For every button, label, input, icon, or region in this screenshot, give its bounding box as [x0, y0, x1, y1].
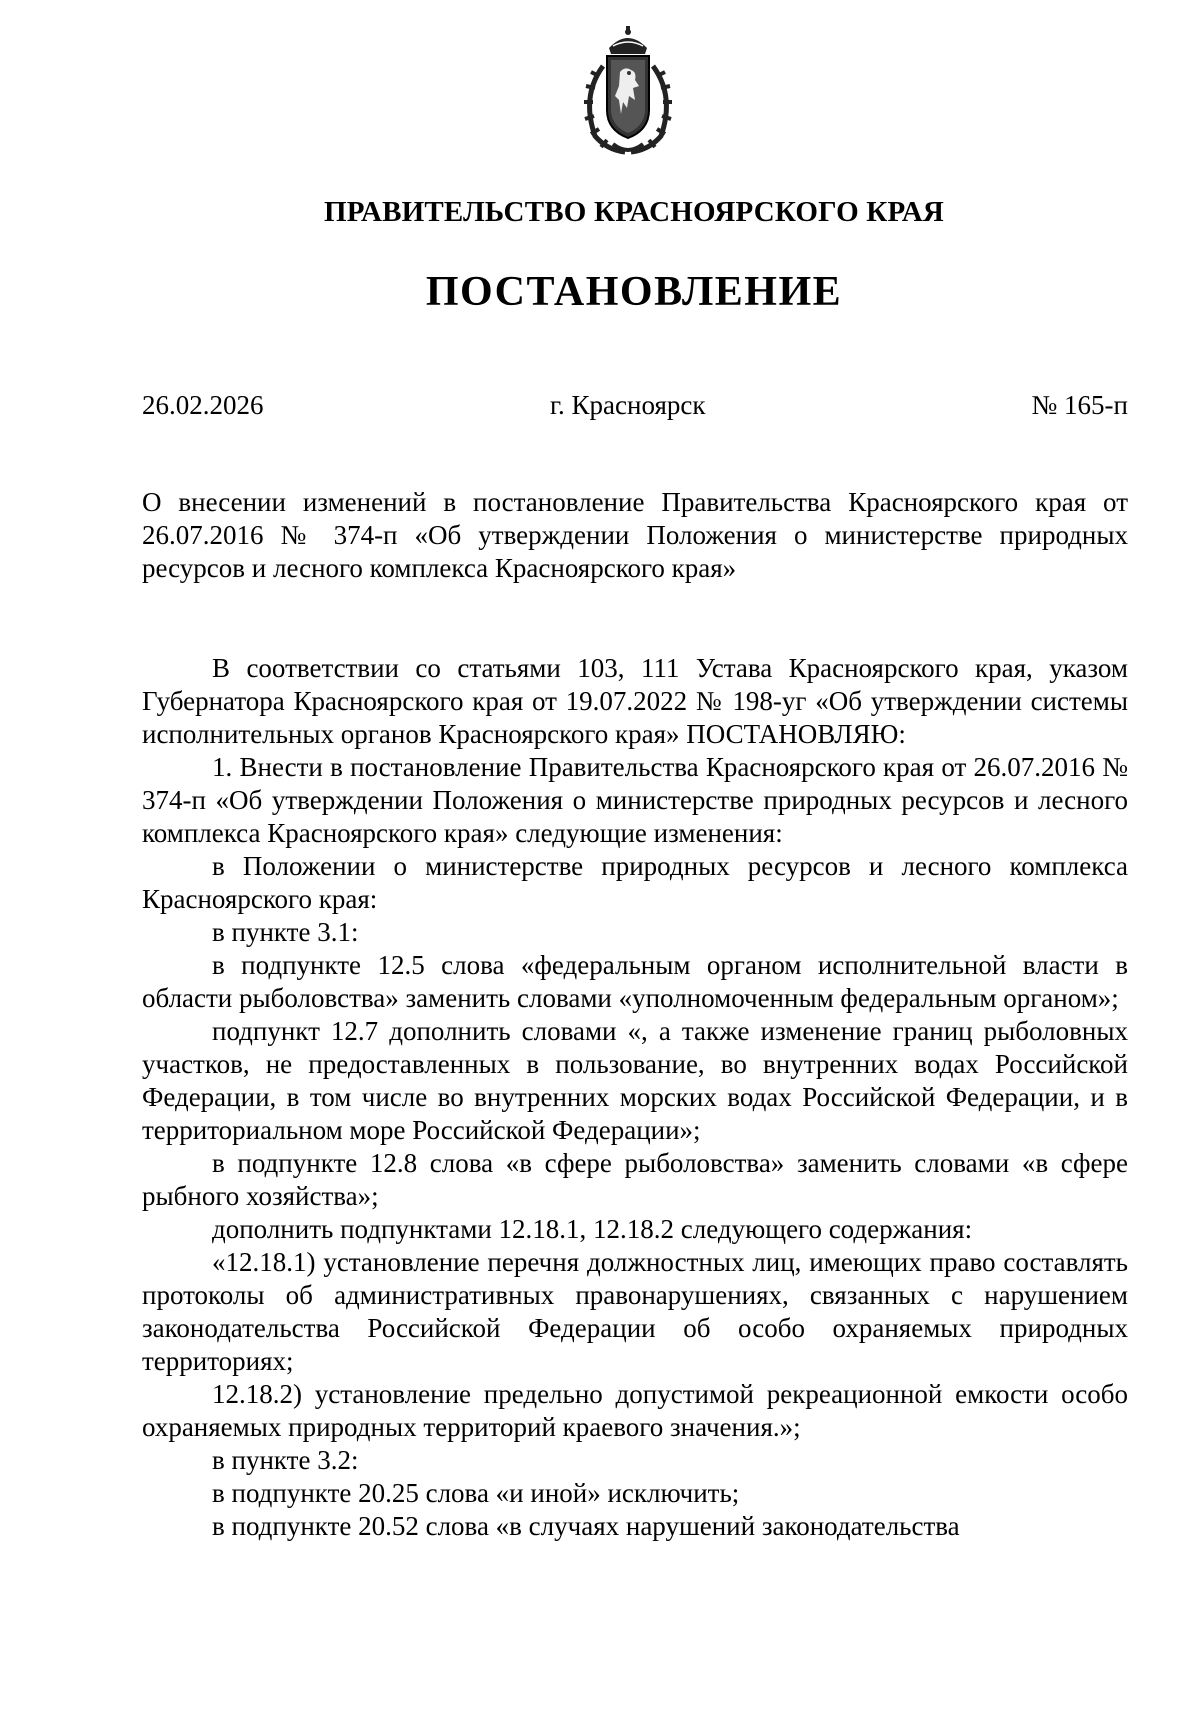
- paragraph: в подпункте 12.5 слова «федеральным органом исполнительной власти в области рыболовства» заменить словами «уполномоченным федеральным органом»;: [142, 950, 1128, 1013]
- paragraph: в подпункте 20.25 слова «и иной» исключить;: [212, 1478, 740, 1508]
- document-subject: [142, 486, 1128, 585]
- document-meta-row: [142, 390, 1128, 430]
- paragraph: подпункт 12.7 дополнить словами «, а также изменение границ рыболовных участков, не предоставленных в пользование, во внутренних водах Российской Федерации, в том числе во внутренних морских водах Российской Федерации, и в территориальном море Российской Федерации»;: [142, 1016, 1128, 1145]
- subject-text: О внесении изменений в постановление Правительства Красноярского края от 26.07.2016 № 374-п «Об утверждении Положения о министерстве природных ресурсов и лесного комплекса Красноярского края»: [142, 487, 1128, 583]
- document-city: г. Красноярск: [550, 390, 706, 420]
- paragraph: в Положении о министерстве природных ресурсов и лесного комплекса Красноярского края:: [142, 851, 1128, 914]
- paragraph: в подпункте 12.8 слова «в сфере рыболовства» заменить словами «в сфере рыбного хозяйства»;: [142, 1148, 1128, 1211]
- organization-title: ПРАВИТЕЛЬСТВО КРАСНОЯРСКОГО КРАЯ: [323, 196, 945, 228]
- paragraph: в подпункте 20.52 слова «в случаях нарушений законодательства: [212, 1511, 960, 1541]
- paragraph: в пункте 3.1:: [212, 917, 359, 947]
- paragraph: 12.18.2) установление предельно допустимой рекреационной емкости особо охраняемых природных территорий краевого значения.»;: [142, 1379, 1128, 1442]
- paragraph: «12.18.1) установление перечня должностных лиц, имеющих право составлять протоколы об административных правонарушениях, связанных с нарушением законодательства Российской Федерации об особо охраняемых природных территориях;: [142, 1247, 1128, 1376]
- paragraph: дополнить подпунктами 12.18.1, 12.18.2 следующего содержания:: [212, 1214, 973, 1244]
- paragraph: в пункте 3.2:: [212, 1445, 359, 1475]
- document-type-heading: ПОСТАНОВЛЕНИЕ: [425, 269, 843, 315]
- document-body: [142, 652, 1128, 1543]
- paragraph: В соответствии со статьями 103, 111 Устава Красноярского края, указом Губернатора Красноярского края от 19.07.2022 № 198-уг «Об утверждении системы исполнительных органов Красноярского края» ПОСТАНОВЛЯЮ:: [142, 653, 1128, 749]
- paragraph: 1. Внести в постановление Правительства Красноярского края от 26.07.2016 № 374-п «Об утверждении Положения о министерстве природных ресурсов и лесного комплекса Красноярского края» следующие изменения:: [142, 752, 1128, 848]
- document-number: № 165-п: [1031, 390, 1128, 420]
- document-date: 26.02.2026: [142, 390, 264, 420]
- coat-of-arms-icon: [573, 26, 683, 158]
